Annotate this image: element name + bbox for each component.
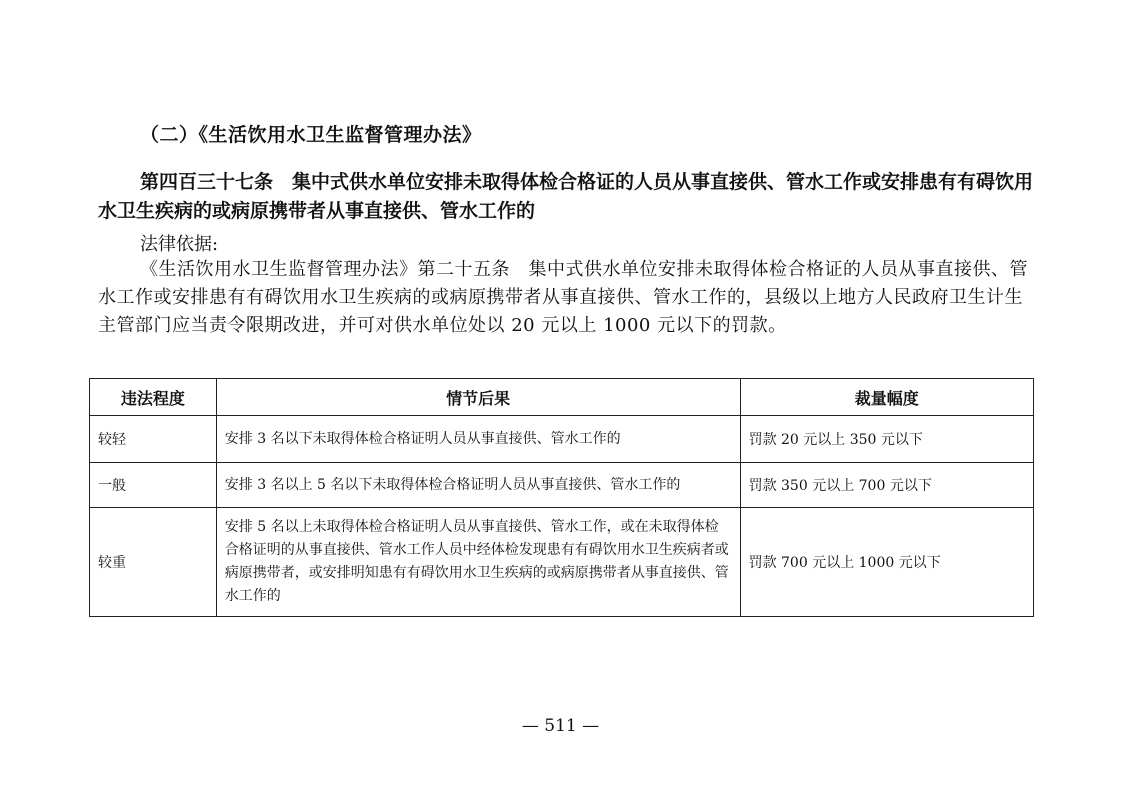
table-row bbox=[90, 463, 1034, 508]
header-violation-level: 违法程度 bbox=[90, 379, 217, 416]
page-number: — 511 — bbox=[521, 716, 600, 736]
legal-basis-label: 法律依据: bbox=[140, 234, 219, 255]
header-penalty-range: 裁量幅度 bbox=[740, 379, 1033, 416]
circumstance: 安排 3 名以上 5 名以下未取得体检合格证明人员从事直接供、管水工作的 bbox=[216, 463, 740, 508]
legal-basis-text: 《生活饮用水卫生监督管理办法》第二十五条 集中式供水单位安排未取得体检合格证的人员从事直接供、管水工作或安排患有有碍饮用水卫生疾病的或病原携带者从事直接供、管水工作的，县级以上地方人民政府卫生计生主管部门应当责令限期改进，并可对供水单位处以 20 元以上 1000 元以下的罚款。 bbox=[98, 259, 1028, 336]
section-title: （二）《生活饮用水卫生监督管理办法》 bbox=[140, 124, 482, 146]
violation-level: 一般 bbox=[90, 463, 217, 508]
circumstance: 安排 3 名以下未取得体检合格证明人员从事直接供、管水工作的 bbox=[216, 416, 740, 463]
violation-level: 较重 bbox=[90, 508, 217, 617]
penalty-range: 罚款 700 元以上 1000 元以下 bbox=[740, 508, 1033, 617]
table-row bbox=[90, 416, 1034, 463]
circumstance: 安排 5 名以上未取得体检合格证明人员从事直接供、管水工作，或在未取得体检合格证明的从事直接供、管水工作人员中经体检发现患有有碍饮用水卫生疾病者或病原携带者，或安排明知患有有碍饮用水卫生疾病的或病原携带者从事直接供、管水工作的 bbox=[216, 508, 740, 617]
penalty-range: 罚款 350 元以上 700 元以下 bbox=[740, 463, 1033, 508]
table-row bbox=[90, 508, 1034, 617]
penalty-table bbox=[89, 378, 1034, 617]
article-heading: 第四百三十七条 集中式供水单位安排未取得体检合格证的人员从事直接供、管水工作或安排患有有碍饮用水卫生疾病的或病原携带者从事直接供、管水工作的 bbox=[98, 171, 1034, 222]
table-header-row bbox=[90, 379, 1034, 416]
violation-level: 较轻 bbox=[90, 416, 217, 463]
penalty-range: 罚款 20 元以上 350 元以下 bbox=[740, 416, 1033, 463]
header-circumstance: 情节后果 bbox=[216, 379, 740, 416]
